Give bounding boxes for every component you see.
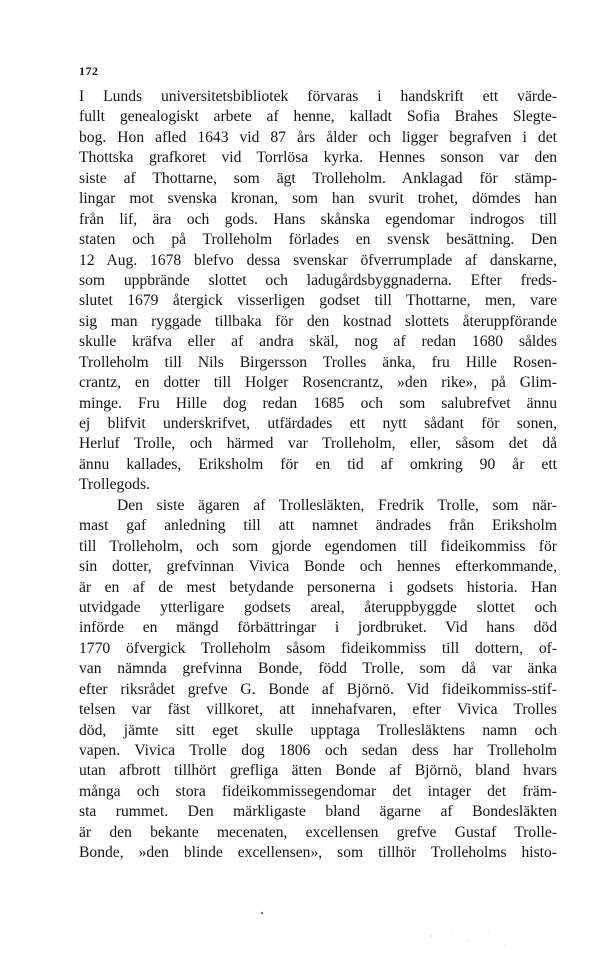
- text-line: lingar mot svenska kronan, som han svurit trohet, dömdes han: [79, 190, 557, 208]
- text-line: vapen. Vivica Trolle dog 1806 och sedan dess har Trolleholm: [79, 742, 557, 759]
- text-line: sin dotter, grefvinnan Vivica Bonde och hennes efterkommande,: [79, 558, 557, 576]
- text-line: Den siste ägaren af Trollesläkten, Fredrik Trolle, som när-: [117, 496, 557, 514]
- text-line: mast gaf anledning till att namnet ändrades från Eriksholm: [79, 517, 557, 535]
- text-line: till Trolleholm, och som gjorde egendomen till fideikommiss för: [79, 537, 557, 555]
- text-line: Trollegods.: [79, 476, 150, 494]
- text-line: utvidgade ytterligare godsets areal, återuppbyggde slottet och: [79, 598, 557, 616]
- text-line: siste af Thottarne, som ägt Trolleholm. Anklagad för stämp-: [79, 169, 557, 187]
- text-line: är en af de mest betydande personerna i godsets historia. Han: [79, 578, 557, 596]
- text-line: sig man ryggade tillbaka för den kostnad slottets återuppförande: [79, 312, 557, 330]
- text-line: sta rummet. Den märkligaste bland ägarne af Bondesläkten: [79, 803, 557, 821]
- text-line: minge. Fru Hille dog redan 1685 och som salubrefvet ännu: [79, 394, 557, 412]
- text-line: bog. Hon afled 1643 vid 87 års ålder och ligger begrafven i det: [79, 128, 557, 146]
- text-line: ej blifvit underskrifvet, utfärdades ett nytt sådant för sonen,: [79, 415, 557, 432]
- text-line: Herluf Trolle, och härmed var Trolleholm, eller, såsom det då: [79, 435, 557, 453]
- text-line: I Lunds universitetsbibliotek förvaras i handskrift ett värde-: [79, 88, 557, 105]
- text-line: crantz, en dotter till Holger Rosencrantz, »den rike», på Glim-: [79, 374, 557, 392]
- text-line: 12 Aug. 1678 blefvo dessa svenskar öfverrumplade af danskarne,: [79, 251, 557, 269]
- text-line: skulle kräfva eller af andra skäl, nog af redan 1680 såldes: [79, 333, 557, 351]
- text-line: Thottska grafkoret vid Torrlösa kyrka. Hennes sonson var den: [79, 149, 557, 167]
- text-line: från lif, ära och gods. Hans skånska egendomar indrogos till: [79, 210, 557, 228]
- text-line: telsen var fäst villkoret, att innehafvaren, efter Vivica Trolles: [79, 701, 557, 719]
- text-line: staten och på Trolleholm förlades en svensk besättning. Den: [79, 231, 557, 249]
- text-line: efter riksrådet grefve G. Bonde af Björnö. Vid fideikommiss-stif-: [79, 680, 557, 698]
- text-line: som uppbrände slottet och ladugårdsbyggnaderna. Efter freds-: [79, 271, 557, 289]
- text-line: är den bekante mecenaten, excellensen grefve Gustaf Trolle-: [79, 823, 557, 841]
- text-line: 1770 öfvergick Trolleholm såsom fideikommiss till dottern, of-: [79, 639, 557, 657]
- text-line: ännu kallades, Eriksholm för en tid af omkring 90 år ett: [79, 455, 557, 473]
- text-line: utan afbrott tillhört grefliga ätten Bonde af Björnö, bland hvars: [79, 762, 557, 780]
- body-text: [79, 87, 557, 864]
- text-line: Bonde, »den blinde excellensen», som tillhör Trolleholms histo-: [79, 844, 557, 862]
- text-line: införde en mängd förbättringar i jordbruket. Vid hans död: [79, 619, 557, 637]
- text-line: fullt genealogiskt arbete af henne, kalladt Sofia Brahes Slegte-: [79, 108, 557, 126]
- text-line: många och stora fideikommissegendomar det intager det främ-: [79, 782, 557, 800]
- page-number: 172: [79, 64, 99, 78]
- text-line: van nämnda grefvinna Bonde, född Trolle, som då var änka: [79, 660, 557, 678]
- text-line: Trolleholm till Nils Birgersson Trolles änka, fru Hille Rosen-: [79, 353, 557, 371]
- text-line: död, jämte sitt eget skulle upptaga Trollesläktens namn och: [79, 721, 557, 739]
- text-line: slutet 1679 återgick visserligen godset till Thottarne, men, vare: [79, 292, 557, 310]
